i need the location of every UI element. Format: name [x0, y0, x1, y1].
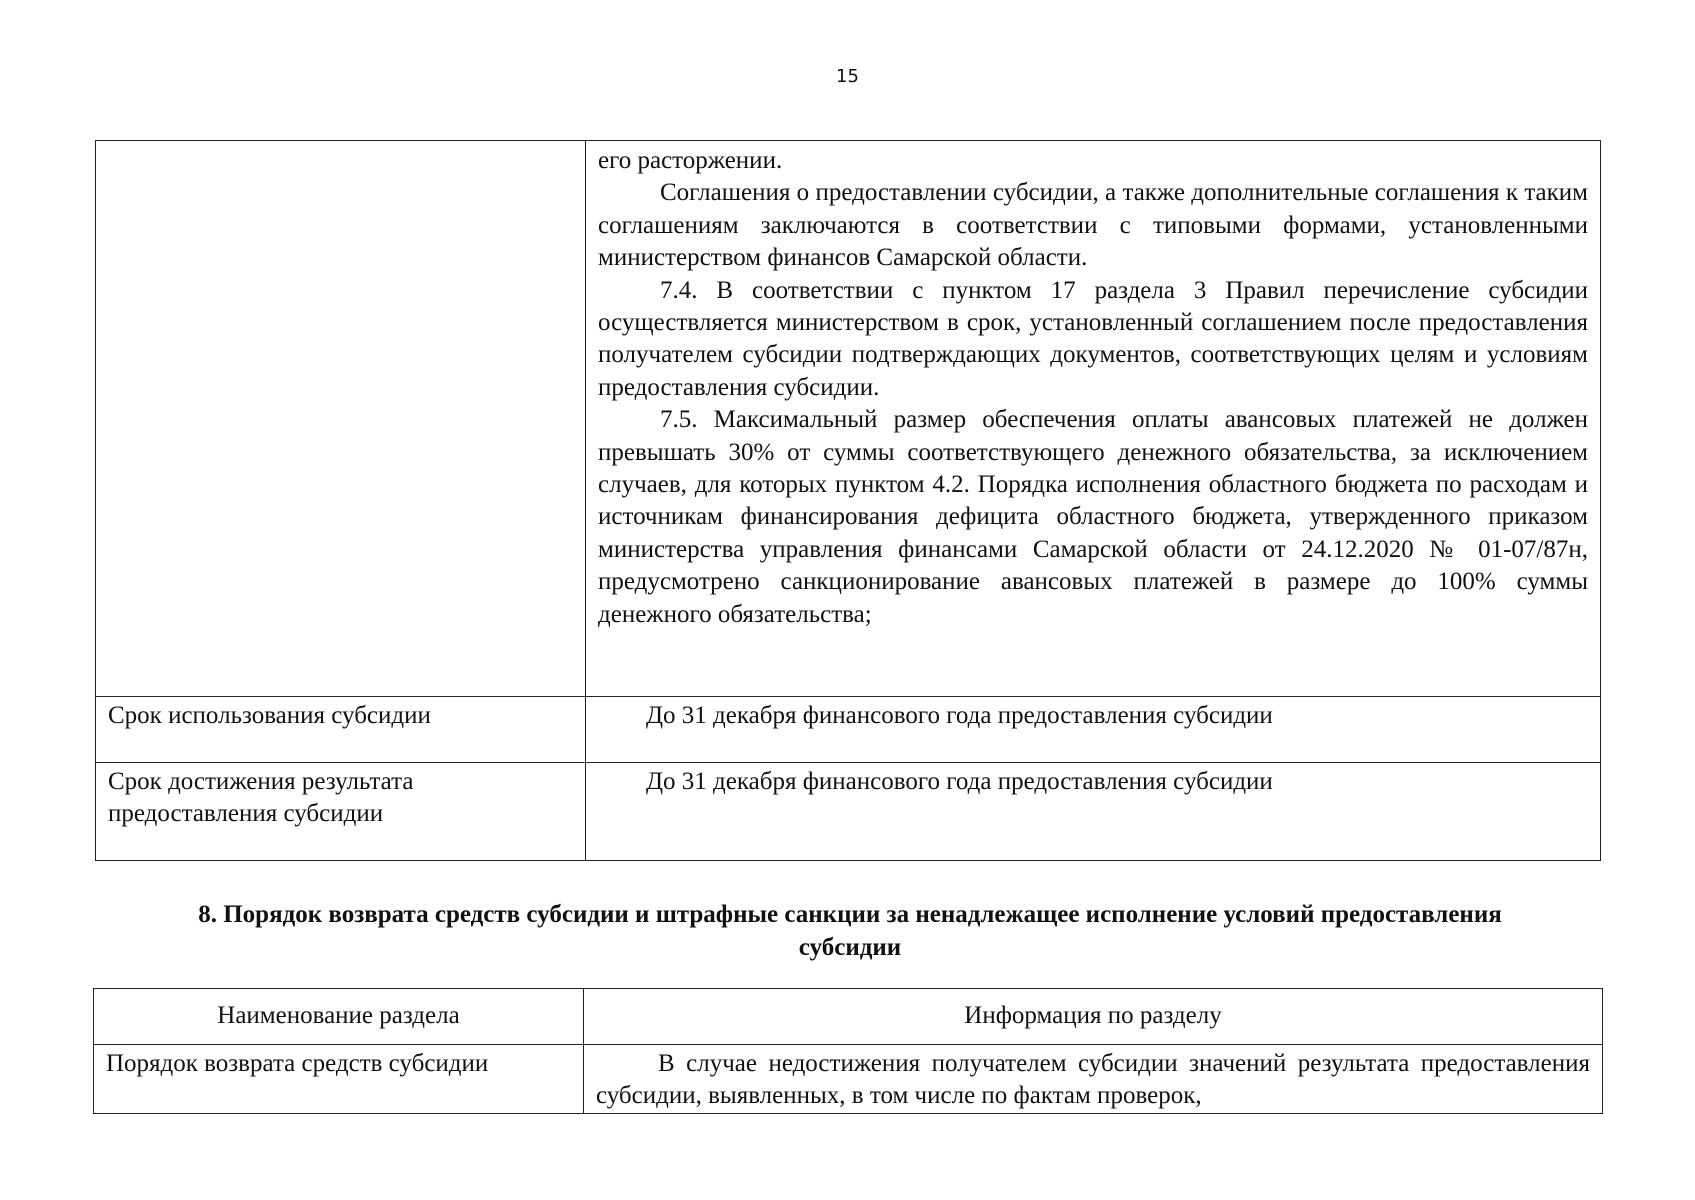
empty-label-cell [96, 141, 586, 697]
column-header: Информация по разделу [584, 989, 1603, 1045]
row-value: До 31 декабря финансового года предоставления субсидии [586, 697, 1601, 763]
row-label: Срок использования субсидии [96, 697, 586, 763]
table-row [96, 697, 1601, 763]
page-number: 15 [836, 66, 859, 87]
refund-table [93, 988, 1603, 1114]
conditions-table-continued [95, 140, 1601, 861]
paragraph: его расторжении. [598, 147, 783, 174]
table-row [96, 141, 1601, 697]
table-row [94, 1045, 1603, 1114]
row-label: Срок достижения результата предоставления субсидии [96, 763, 586, 861]
paragraph: 7.4. В соответствии с пунктом 17 раздела 3 Правил перечисление субсидии осуществляется министерством в срок, установленный соглашением после предоставления получателем субсидии подтверждающих документов, соответствующих целям и условиям предоставления субсидии. [598, 276, 1588, 401]
row-value: В случае недостижения получателем субсидии значений результата предоставления субсидии, выявленных, в том числе по фактам проверок, [584, 1045, 1603, 1114]
table-header-row [94, 989, 1603, 1045]
row-value: До 31 декабря финансового года предоставления субсидии [586, 763, 1601, 861]
column-header: Наименование раздела [94, 989, 584, 1045]
row-label: Порядок возврата средств субсидии [94, 1045, 584, 1114]
continuation-cell [586, 141, 1601, 697]
table-row [96, 763, 1601, 861]
paragraph: Соглашения о предоставлении субсидии, а также дополнительные соглашения к таким соглашениям заключаются в соответствии с типовыми формами, установленными министерством финансов Самарской области. [598, 179, 1588, 272]
paragraph: 7.5. Максимальный размер обеспечения оплаты авансовых платежей не должен превышать 30% от суммы соответствующего денежного обязательства, за исключением случаев, для которых пунктом 4.2. Порядка исполнения областного бюджета по расходам и источникам финансирования дефицита областного бюджета, утвержденного приказом министерства управления финансами Самарской области от 24.12.2020 № 01-07/87н, предусмотрено санкционирование авансовых платежей в размере до 100% суммы денежного обязательства; [598, 406, 1588, 628]
section-heading: 8. Порядок возврата средств субсидии и штрафные санкции за ненадлежащее исполнение условий предоставления субсидии [198, 901, 1502, 961]
